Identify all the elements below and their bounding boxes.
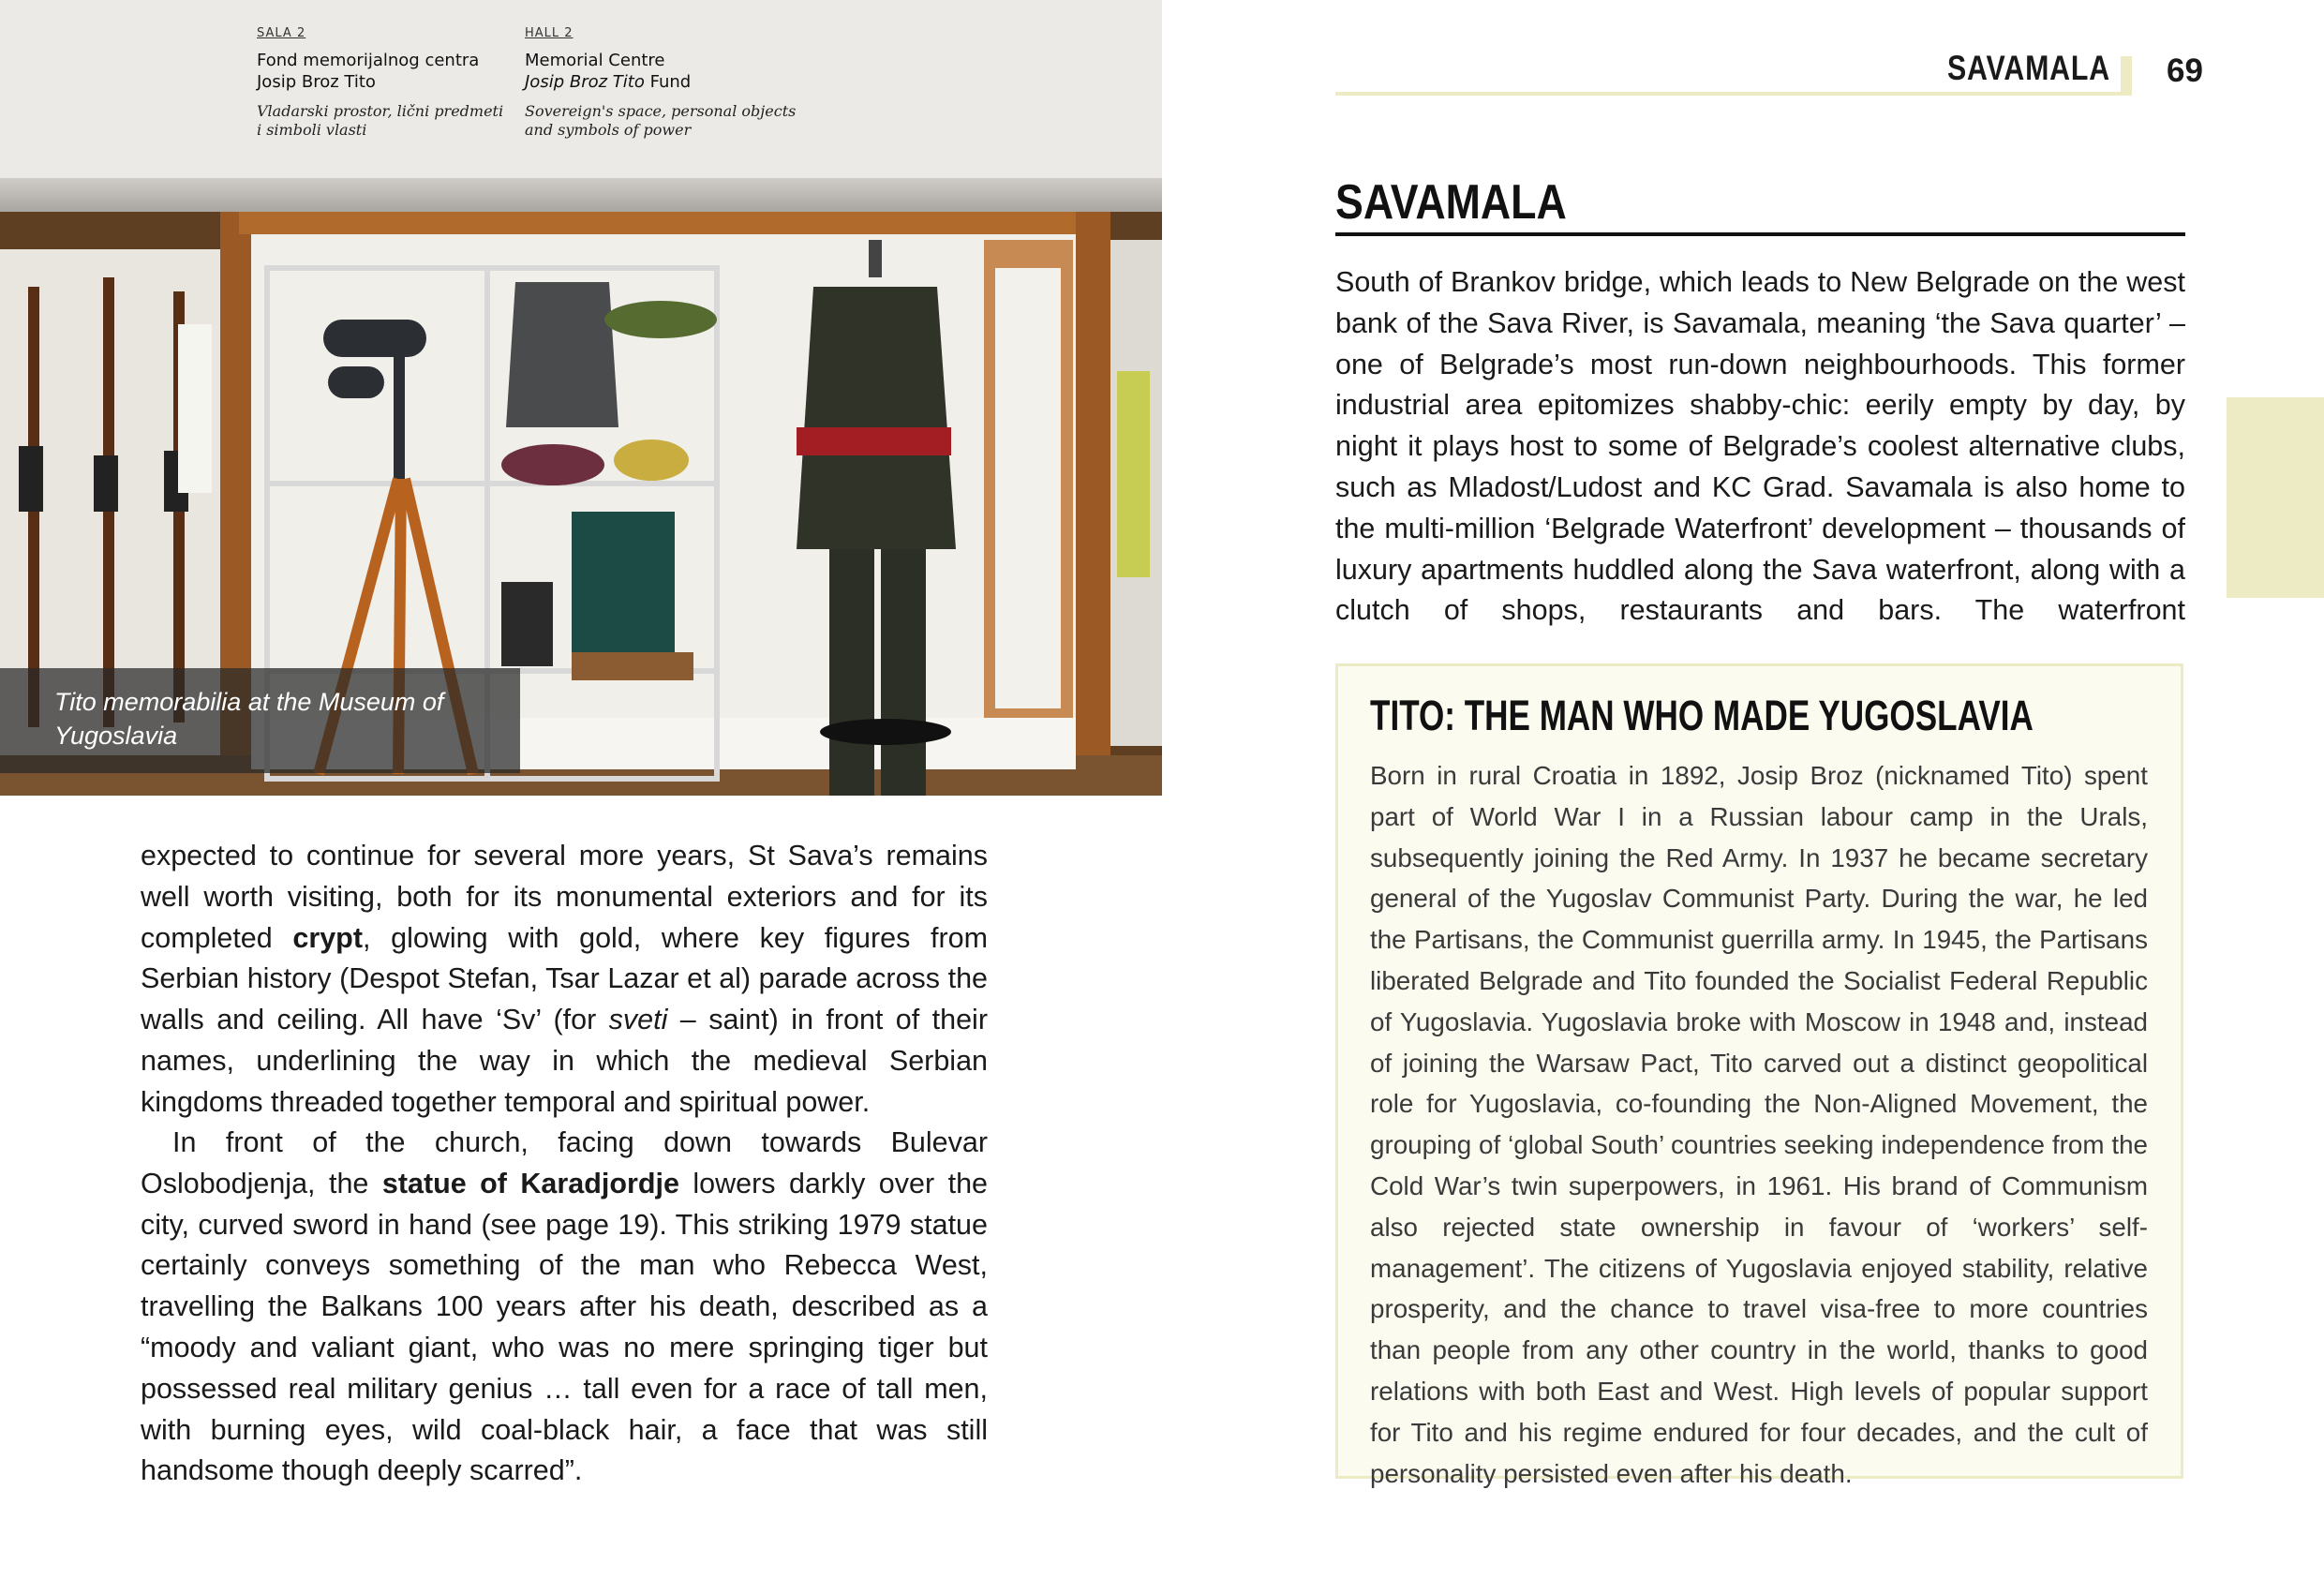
running-head-divider: [2121, 56, 2132, 96]
p2-bold-statue: statue of Karadjordje: [381, 1167, 679, 1199]
p2-text-b: lowers darkly over the city, curved sword in hand (see page 19). This striking 1979 statue certainly conveys something of the man who Rebecca West, travelling the Balkans 100 years after his death, described as a “moody and valiant giant, who was no mere springing tiger but possessed real military genius … tall even for a race of tall men, with burning eyes, wild coal-black hair, a face that was still handsome though deeply scarred”.: [141, 1167, 988, 1487]
section-intro-paragraph: South of Brankov bridge, which leads to New Belgrade on the west bank of the Sava River, is Savamala, meaning ‘the Sava quarter’ – one of Belgrade’s most run-down neighbourhoods. This former industrial area epitomizes shabby-chic: eerily empty by day, by night it plays host to some of Belgrade’s coolest alternative clubs, such as Mladost/Ludost and KC Grad. Savamala is also home to the multi-million ‘Belgrade Waterfront’ development – thousands of luxury apartments huddled along the Sava waterfront, along with a clutch of shops, restaurants and bars. The waterfront: [1335, 266, 2185, 627]
p1-text-c: – saint) in front of their names, underlining the way in which the medieval Serbian kingdoms threaded together temporal and spiritual power.: [141, 1004, 988, 1118]
section-title: SAVAMALA: [1335, 175, 1567, 230]
sign-subtitle-line1: Sovereign's space, personal objects: [525, 102, 797, 120]
sign-title-line2: Josip Broz Tito: [257, 72, 376, 92]
p1-italic-sveti: sveti: [608, 1004, 668, 1036]
exhibit-sign-serbian: [257, 26, 503, 140]
running-head-title: SAVAMALA: [1947, 49, 2110, 87]
sign-subtitle-line1: Vladarski prostor, lični predmeti: [257, 102, 504, 120]
photo-caption-box: [0, 668, 520, 773]
p1-text-a: expected to continue for several more years, St Sava’s remains well worth visiting, both for its monumental exteriors and for its completed: [141, 840, 988, 954]
sign-title-line1: Fond memorijalnog centra: [257, 51, 480, 70]
sign-hall-label: HALL 2: [525, 26, 574, 40]
exhibit-sign-english: [525, 26, 796, 140]
sidebar-body: Born in rural Croatia in 1892, Josip Broz (nicknamed Tito) spent part of World War I in a Russian labour camp in the Urals, subsequently joining the Red Army. In 1937 he became secretary general of the Yugoslav Communist Party. During the war, he led the Partisans, the Communist guerrilla army. In 1945, the Partisans liberated Belgrade and Tito founded the Socialist Federal Republic of Yugoslavia. Yugoslavia broke with Moscow in 1948 and, instead of joining the Warsaw Pact, Tito carved out a distinct geopolitical role for Yugoslavia, co-founding the Non-Aligned Movement, the grouping of ‘global South’ countries seeking independence from the Cold War’s twin superpowers, in 1961. His brand of Communism also rejected state ownership in favour of ‘workers’ self-management’. The citizens of Yugoslavia enjoyed stability, relative prosperity, and the chance to travel visa-free to more countries than people from any other country in the world, thanks to good relations with both East and West. High levels of popular support for Tito and his regime endured for four decades, and the cult of personality persisted even after his death.: [1370, 761, 2148, 1488]
p1-text-b: , glowing with gold, where key figures from Serbian history (Despot Stefan, Tsar Lazar et al) parade across the walls and ceiling. All have ‘Sv’ (for: [141, 921, 988, 1036]
left-paragraph-1: [141, 836, 988, 1124]
sign-title-line2-italic: Josip Broz Tito: [525, 72, 645, 92]
p1-bold-crypt: crypt: [292, 921, 363, 954]
sidebar-title: TITO: THE MAN WHO MADE YUGOSLAVIA: [1370, 692, 2034, 739]
museum-photo: [0, 0, 1162, 796]
sign-subtitle-line2: and symbols of power: [525, 121, 692, 139]
sign-title-line2-rest: Fund: [644, 72, 692, 92]
sign-hall-label: SALA 2: [257, 26, 306, 40]
sign-title-line1: Memorial Centre: [525, 51, 665, 70]
page-number: 69: [2167, 52, 2203, 89]
photo-caption: Tito memorabilia at the Museum of Yugoslavia: [54, 688, 444, 750]
section-title-rule: [1335, 232, 2185, 236]
p2-text-a: In front of the church, facing down towards Bulevar Oslobodjenja, the: [141, 1126, 988, 1199]
running-head-rule: [1335, 92, 2130, 96]
left-paragraph-2: [141, 1123, 988, 1492]
sign-subtitle-line2: i simboli vlasti: [257, 121, 367, 139]
chapter-thumb-tab: [2227, 397, 2324, 598]
photo-ceiling-band: [0, 178, 1162, 212]
